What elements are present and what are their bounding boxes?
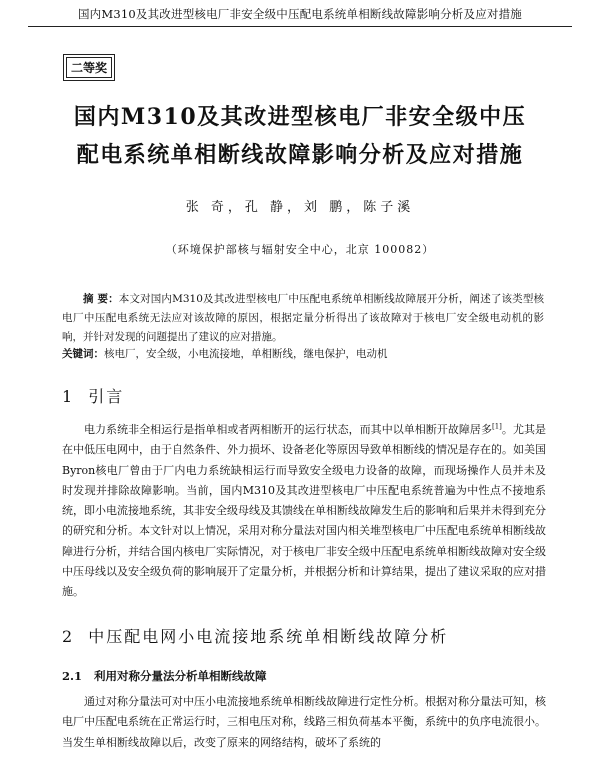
affiliation: （环境保护部核与辐射安全中心，北京 100082） bbox=[165, 243, 435, 256]
section-1-heading bbox=[62, 384, 124, 407]
section-2-1-title: 利用对称分量法分析单相断线故障 bbox=[94, 669, 267, 683]
section-1-paragraph bbox=[62, 420, 546, 603]
section-2-1-paragraph: 通过对称分量法可对中压小电流接地系统单相断线故障进行定性分析。根据对称分量法可知，核电厂中压配电系统在正常运行时，三相电压对称，线路三相负荷基本平衡，系统中的负序电流很小。当发生单相断线故障以后，改变了原来的网络结构，破坏了系统的 bbox=[62, 695, 546, 749]
citation-ref: [1] bbox=[491, 422, 502, 431]
paper-title bbox=[40, 98, 560, 174]
title-line-1: 国内M310及其改进型核电厂非安全级中压 bbox=[73, 104, 527, 130]
authors: 张 奇，孔 静，刘 鹏，陈子溪 bbox=[185, 200, 415, 215]
section-2-heading bbox=[62, 624, 448, 647]
running-header: 国内M310及其改进型核电厂非安全级中压配电系统单相断线故障影响分析及应对措施 bbox=[28, 6, 572, 27]
award-badge: 二等奖 bbox=[66, 57, 112, 78]
section-2-1-heading bbox=[62, 668, 267, 684]
keywords bbox=[62, 345, 544, 364]
keywords-label: 关键词： bbox=[62, 348, 104, 360]
keywords-text: 核电厂，安全级，小电流接地，单相断线，继电保护，电动机 bbox=[104, 348, 388, 360]
title-line-2: 配电系统单相断线故障影响分析及应对措施 bbox=[76, 142, 524, 168]
section-1-text-b: 。尤其是在中低压电网中，由于自然条件、外力损坏、设备老化等原因导致单相断线的情况是存在的。如美国Byron核电厂曾由于厂内电力系统缺相运行而导致安全级电力设备的故障，而现场操作人员并未及时发现并排除故障影响。当前，国内M310及其改进型核电厂中压配电系统普遍为中性点不接地系统，即小电流接地系统，其非安全级母线及其馈线在单相断线故障发生后的影响和后果并未得到充分的研究和分析。本文针对以上情况，采用对称分量法对国内相关堆型核电厂中压配电系统单相断线故障进行分析，并结合国内核电厂实际情况，对于核电厂非安全级中压配电系统单相断线故障对安全级中压母线以及安全级负荷的影响展开了定量分析，并根据分析和计算结果，提出了建议采取的应对措施。 bbox=[62, 423, 547, 599]
section-1-text-a: 电力系统非全相运行是指单相或者两相断开的运行状态，而其中以单相断开故障居多 bbox=[84, 423, 492, 436]
abstract bbox=[62, 290, 544, 347]
section-1-title: 引言 bbox=[88, 387, 125, 406]
section-2-1-number: 2.1 bbox=[62, 669, 83, 683]
section-1-number: 1 bbox=[62, 387, 75, 406]
section-2-number: 2 bbox=[62, 627, 75, 646]
abstract-text: 本文对国内M310及其改进型核电厂中压配电系统单相断线故障展开分析，阐述了该类型核电厂中压配电系统无法应对该故障的原因，根据定量分析得出了该故障对于核电厂安全级电动机的影响，并针对发现的问题提出了建议的应对措施。 bbox=[62, 293, 544, 343]
section-2-title: 中压配电网小电流接地系统单相断线故障分析 bbox=[88, 627, 449, 646]
abstract-label: 摘 要： bbox=[83, 293, 119, 305]
